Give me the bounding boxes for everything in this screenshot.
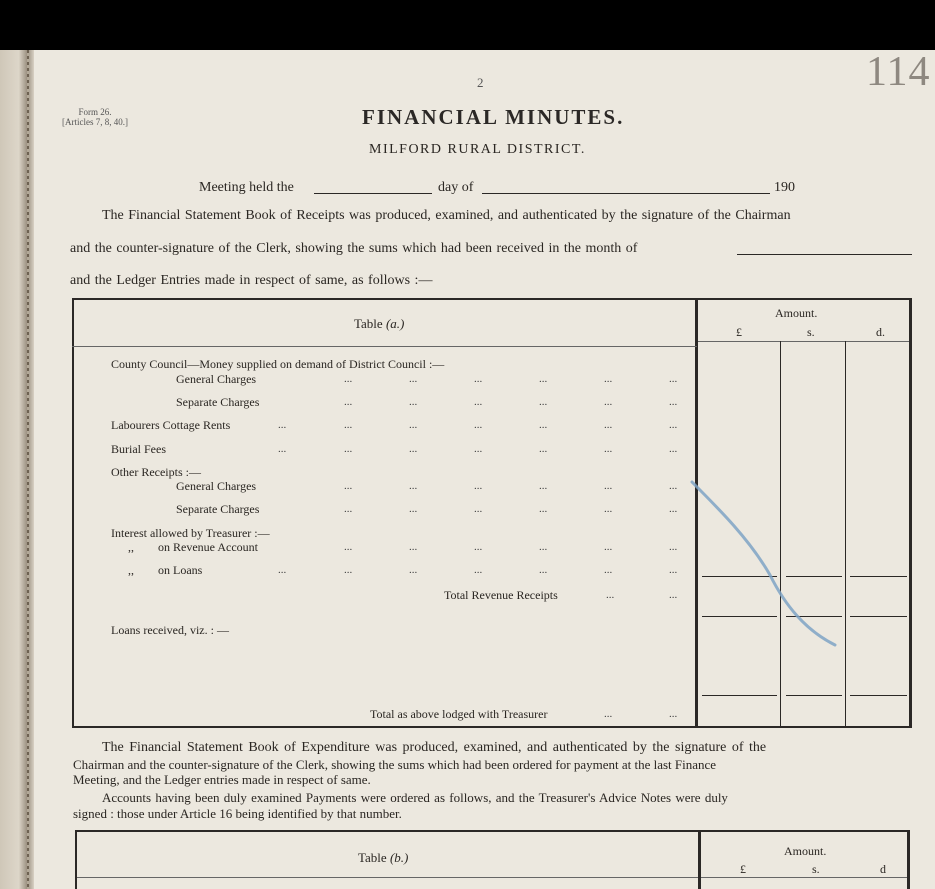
- table-a-amount-header-rule: [698, 341, 909, 342]
- meeting-day-blank: [314, 193, 432, 194]
- leader-dots-r1-c1: ...: [409, 396, 418, 408]
- leader-dots-r7-c4: ...: [539, 564, 548, 576]
- leader-dots-r6-c0: ...: [344, 541, 353, 553]
- row-labourers: Labourers Cottage Rents: [111, 418, 231, 432]
- leader-dots-r6-c5: ...: [669, 541, 678, 553]
- leader-dots-r2-c0: ...: [278, 419, 287, 431]
- table-a-amount-header: Amount.: [775, 306, 818, 320]
- row-total-revenue: Total Revenue Receipts: [444, 588, 558, 602]
- form-number: Form 26.: [78, 107, 112, 117]
- expenditure-intro-line5: signed : those under Article 16 being identified by that number.: [73, 806, 402, 821]
- leader-dots-r9-c0: ...: [604, 708, 613, 720]
- receipts-intro-line3: and the Ledger Entries made in respect of same, as follows :—: [70, 273, 433, 288]
- leader-dots-r7-c6: ...: [669, 564, 678, 576]
- total-rule-pence-1: [850, 576, 907, 577]
- leader-dots-r4-c2: ...: [474, 480, 483, 492]
- leader-dots-r3-c3: ...: [474, 443, 483, 455]
- table-a-right-rule: [909, 298, 912, 728]
- table-b-right-rule: [907, 830, 910, 889]
- meeting-prefix: Meeting held the: [199, 180, 294, 195]
- table-a-shillings-header: s.: [807, 325, 815, 339]
- receipts-month-blank: [737, 254, 912, 255]
- total-rule-pence-2: [850, 616, 907, 617]
- row-ditto-2: ,,: [128, 563, 134, 577]
- district-name: MILFORD RURAL DISTRICT.: [369, 142, 586, 157]
- leader-dots-r0-c0: ...: [344, 373, 353, 385]
- expenditure-intro-line2: Chairman and the counter-signature of the Clerk, showing the sums which had been ordered for payment at the last Finance: [73, 757, 717, 772]
- row-separate-charges-2: Separate Charges: [176, 502, 260, 516]
- leader-dots-r7-c2: ...: [409, 564, 418, 576]
- total-rule-pence-3: [850, 695, 907, 696]
- leader-dots-r7-c0: ...: [278, 564, 287, 576]
- page-number: 2: [477, 75, 484, 90]
- table-b-pence-header: d: [880, 862, 886, 876]
- table-b-caption-prefix: Table: [358, 850, 387, 865]
- leader-dots-r5-c1: ...: [409, 503, 418, 515]
- table-b-header-rule: [77, 877, 698, 878]
- leader-dots-r4-c4: ...: [604, 480, 613, 492]
- row-revenue-account: on Revenue Account: [158, 540, 258, 554]
- expenditure-intro-line3: Meeting, and the Ledger entries made in respect of same.: [73, 772, 371, 787]
- table-a-top-rule: [72, 298, 912, 300]
- expenditure-intro-line4: Accounts having been duly examined Payments were ordered as follows, and the Treasurer's Advice Notes were duly: [102, 790, 728, 805]
- table-a-caption: [354, 316, 404, 332]
- table-a-caption-prefix: Table: [354, 316, 383, 331]
- leader-dots-r4-c3: ...: [539, 480, 548, 492]
- table-a-left-rule: [72, 298, 74, 728]
- table-b-top-rule: [75, 830, 910, 832]
- leader-dots-r0-c3: ...: [539, 373, 548, 385]
- leader-dots-r8-c1: ...: [669, 589, 678, 601]
- leader-dots-r4-c0: ...: [344, 480, 353, 492]
- row-interest: Interest allowed by Treasurer :—: [111, 526, 270, 540]
- receipts-intro-line1: The Financial Statement Book of Receipts was produced, examined, and authenticated by the signature of the Chairman: [102, 208, 791, 223]
- row-ditto-1: ,,: [128, 540, 134, 554]
- leader-dots-r2-c6: ...: [669, 419, 678, 431]
- pencil-mark: [690, 480, 850, 650]
- leader-dots-r5-c2: ...: [474, 503, 483, 515]
- leader-dots-r0-c4: ...: [604, 373, 613, 385]
- form-reference: [62, 107, 128, 127]
- table-b-left-rule: [75, 830, 77, 889]
- leader-dots-r4-c1: ...: [409, 480, 418, 492]
- leader-dots-r6-c1: ...: [409, 541, 418, 553]
- leader-dots-r3-c2: ...: [409, 443, 418, 455]
- meeting-month-blank: [482, 193, 770, 194]
- expenditure-intro-line1: The Financial Statement Book of Expenditure was produced, examined, and authenticated by the signature of the: [102, 740, 767, 755]
- leader-dots-r1-c4: ...: [604, 396, 613, 408]
- leader-dots-r0-c1: ...: [409, 373, 418, 385]
- meeting-year: 190: [774, 180, 795, 195]
- table-b-caption: [358, 850, 408, 866]
- leader-dots-r3-c4: ...: [539, 443, 548, 455]
- leader-dots-r3-c5: ...: [604, 443, 613, 455]
- leader-dots-r2-c2: ...: [409, 419, 418, 431]
- table-b-amount-header: Amount.: [784, 844, 827, 858]
- leader-dots-r0-c5: ...: [669, 373, 678, 385]
- leader-dots-r1-c0: ...: [344, 396, 353, 408]
- table-b-amount-header-rule: [701, 877, 907, 878]
- receipts-intro-line2: and the counter-signature of the Clerk, showing the sums which had been received in the month of: [70, 241, 638, 256]
- leader-dots-r8-c0: ...: [606, 589, 615, 601]
- binding-stitches: [27, 50, 29, 889]
- leader-dots-r1-c3: ...: [539, 396, 548, 408]
- leader-dots-r5-c5: ...: [669, 503, 678, 515]
- stamped-number: 114: [866, 49, 931, 95]
- leader-dots-r3-c1: ...: [344, 443, 353, 455]
- row-burial: Burial Fees: [111, 442, 166, 456]
- table-a-bottom-rule: [72, 726, 912, 728]
- leader-dots-r1-c2: ...: [474, 396, 483, 408]
- leader-dots-r5-c4: ...: [604, 503, 613, 515]
- leader-dots-r7-c3: ...: [474, 564, 483, 576]
- total-rule-pounds-3: [702, 695, 777, 696]
- table-a-header-rule: [72, 346, 697, 347]
- table-b-pounds-header: £: [740, 862, 746, 876]
- row-separate-charges-1: Separate Charges: [176, 395, 260, 409]
- leader-dots-r7-c5: ...: [604, 564, 613, 576]
- table-b-shillings-header: s.: [812, 862, 820, 876]
- table-a-caption-suffix: (a.): [385, 316, 405, 331]
- row-general-charges-2: General Charges: [176, 479, 257, 493]
- leader-dots-r2-c5: ...: [604, 419, 613, 431]
- leader-dots-r5-c0: ...: [344, 503, 353, 515]
- page-title: FINANCIAL MINUTES.: [362, 105, 625, 129]
- row-loans-received: Loans received, viz. : —: [111, 623, 229, 637]
- meeting-day-of: day of: [438, 180, 474, 195]
- table-b-caption-suffix: (b.): [389, 850, 409, 865]
- table-a-pence-header: d.: [876, 325, 885, 339]
- leader-dots-r1-c5: ...: [669, 396, 678, 408]
- leader-dots-r2-c1: ...: [344, 419, 353, 431]
- leader-dots-r4-c5: ...: [669, 480, 678, 492]
- row-loans: on Loans: [158, 563, 203, 577]
- leader-dots-r6-c3: ...: [539, 541, 548, 553]
- row-county-council: County Council—Money supplied on demand of District Council :—: [111, 357, 445, 371]
- leader-dots-r5-c3: ...: [539, 503, 548, 515]
- form-articles: [Articles 7, 8, 40.]: [62, 117, 128, 127]
- table-a-pounds-header: £: [736, 325, 742, 339]
- row-total-lodged: Total as above lodged with Treasurer: [370, 707, 548, 721]
- leader-dots-r3-c6: ...: [669, 443, 678, 455]
- leader-dots-r3-c0: ...: [278, 443, 287, 455]
- row-general-charges-1: General Charges: [176, 372, 257, 386]
- total-rule-shillings-3: [786, 695, 842, 696]
- leader-dots-r2-c4: ...: [539, 419, 548, 431]
- row-other-receipts: Other Receipts :—: [111, 465, 201, 479]
- table-b-amount-divider: [698, 830, 701, 889]
- top-black-bar: [0, 0, 935, 50]
- leader-dots-r9-c1: ...: [669, 708, 678, 720]
- leader-dots-r2-c3: ...: [474, 419, 483, 431]
- leader-dots-r0-c2: ...: [474, 373, 483, 385]
- leader-dots-r6-c4: ...: [604, 541, 613, 553]
- leader-dots-r6-c2: ...: [474, 541, 483, 553]
- leader-dots-r7-c1: ...: [344, 564, 353, 576]
